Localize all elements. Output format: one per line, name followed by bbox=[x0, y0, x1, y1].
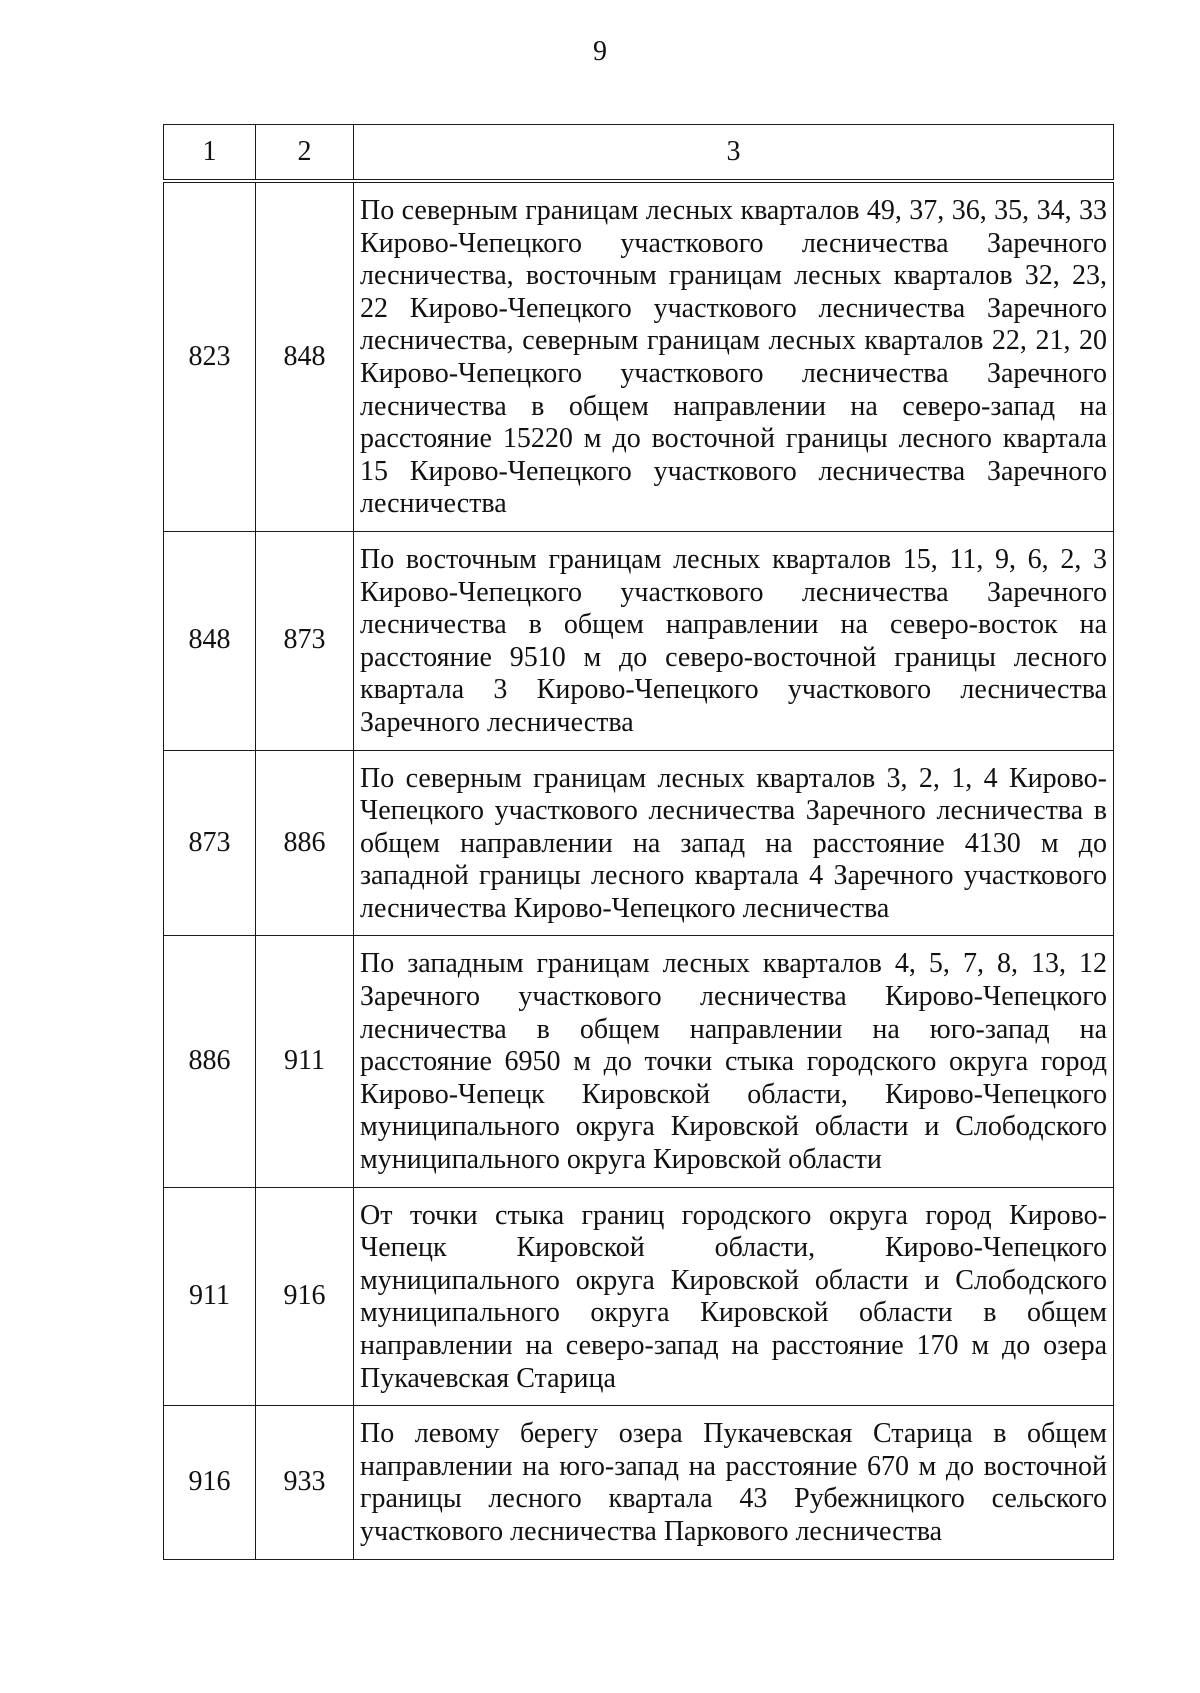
to-point-cell: 933 bbox=[256, 1406, 354, 1559]
table-header-row bbox=[164, 125, 1114, 182]
to-point-cell: 916 bbox=[256, 1187, 354, 1406]
description-text: От точки стыка границ городского округа город Кирово-Чепецк Кировской области, Кирово-Чепецкого муниципального округа Кировской области и Слободского муниципального округа Кировской области в общем направлении на северо-запад на расстояние 170 м до озера Пукачевская Старица bbox=[360, 1199, 1107, 1394]
description-cell bbox=[354, 531, 1114, 750]
description-cell bbox=[354, 181, 1114, 531]
to-point-cell: 911 bbox=[256, 936, 354, 1187]
description-text: По северным границам лесных кварталов 49, 37, 36, 35, 34, 33 Кирово-Чепецкого участкового лесничества Заречного лесничества, восточным границам лесных кварталов 32, 23, 22 Кирово-Чепецкого участкового лесничества Заречного лесничества, северным границам лесных кварталов 22, 21, 20 Кирово-Чепецкого участкового лесничества Заречного лесничества в общем направлении на северо-запад на расстояние 15220 м до восточной границы лесного квартала 15 Кирово-Чепецкого участкового лесничества Заречного лесничества bbox=[360, 195, 1107, 520]
description-text: По северным границам лесных кварталов 3, 2, 1, 4 Кирово-Чепецкого участкового лесничества Заречного лесничества в общем направлении на запад на расстояние 4130 м до западной границы лесного квартала 4 Заречного участкового лесничества Кирово-Чепецкого лесничества bbox=[360, 762, 1107, 924]
from-point-cell: 911 bbox=[164, 1187, 256, 1406]
from-point-cell: 886 bbox=[164, 936, 256, 1187]
table-row bbox=[164, 531, 1114, 750]
header-col-3: 3 bbox=[354, 125, 1114, 182]
description-cell bbox=[354, 1406, 1114, 1559]
header-col-1: 1 bbox=[164, 125, 256, 182]
table-row bbox=[164, 936, 1114, 1187]
from-point-cell: 873 bbox=[164, 750, 256, 936]
description-cell bbox=[354, 1187, 1114, 1406]
to-point-cell: 886 bbox=[256, 750, 354, 936]
from-point-cell: 848 bbox=[164, 531, 256, 750]
description-cell bbox=[354, 750, 1114, 936]
table-row bbox=[164, 1187, 1114, 1406]
description-text: По восточным границам лесных кварталов 15, 11, 9, 6, 2, 3 Кирово-Чепецкого участкового лесничества Заречного лесничества в общем направлении на северо-восток на расстояние 9510 м до северо-восточной границы лесного квартала 3 Кирово-Чепецкого участкового лесничества Заречного лесничества bbox=[360, 543, 1107, 738]
description-cell bbox=[354, 936, 1114, 1187]
from-point-cell: 823 bbox=[164, 181, 256, 531]
table-row bbox=[164, 750, 1114, 936]
from-point-cell: 916 bbox=[164, 1406, 256, 1559]
boundary-description-table bbox=[163, 124, 1114, 1560]
page-number: 9 bbox=[593, 36, 607, 67]
description-text: По левому берегу озера Пукачевская Старица в общем направлении на юго-запад на расстояние 670 м до восточной границы лесного квартала 43 Рубежницкого сельского участкового лесничества Паркового лесничества bbox=[360, 1418, 1107, 1547]
table-row bbox=[164, 1406, 1114, 1559]
header-col-2: 2 bbox=[256, 125, 354, 182]
to-point-cell: 848 bbox=[256, 181, 354, 531]
to-point-cell: 873 bbox=[256, 531, 354, 750]
description-text: По западным границам лесных кварталов 4, 5, 7, 8, 13, 12 Заречного участкового лесничества Кирово-Чепецкого лесничества в общем направлении на юго-запад на расстояние 6950 м до точки стыка городского округа город Кирово-Чепецк Кировской области, Кирово-Чепецкого муниципального округа Кировской области и Слободского муниципального округа Кировской области bbox=[360, 948, 1107, 1176]
table-row bbox=[164, 181, 1114, 531]
